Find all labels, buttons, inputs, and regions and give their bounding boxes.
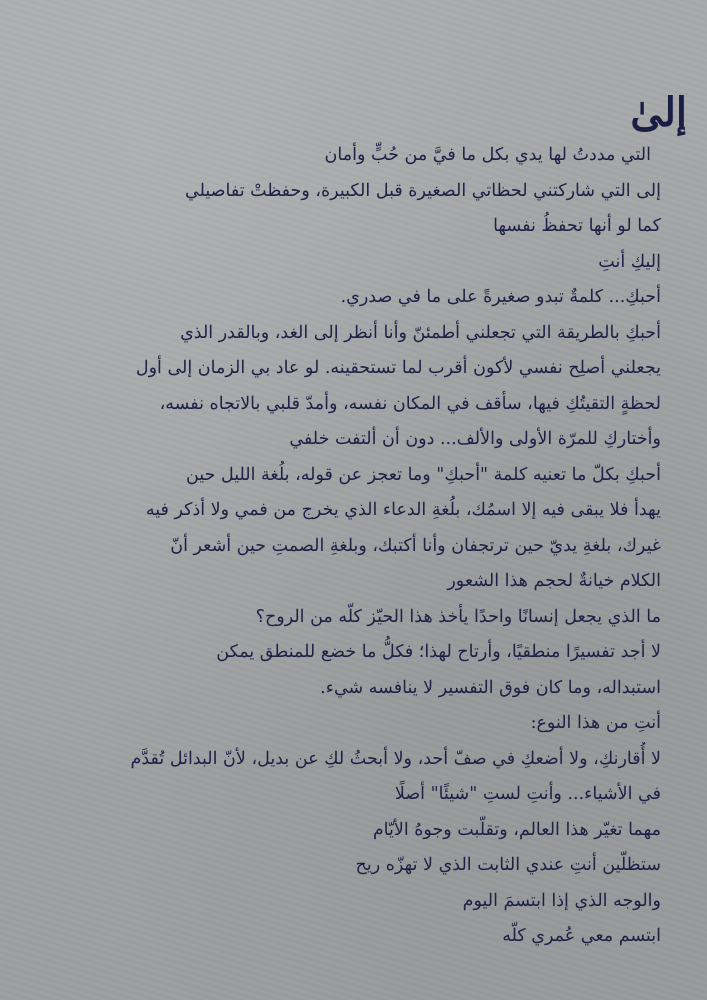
letter-line: التي مددتُ لها يدي بكل ما فيَّ من حُبٍّ وأمان	[324, 145, 651, 165]
letter-line: أنتِ من هذا النوع:	[530, 713, 661, 733]
letter-line: ابتسم معي عُمري كلّه	[502, 926, 661, 946]
letter-line: إلى التي شاركتني لحظاتي الصغيرة قبل الكبيرة، وحفظتْ تفاصيلي	[185, 180, 661, 201]
letter-line: يهدأ فلا يبقى فيه إلا اسمُك، بلُغةِ الدعاء الذي يخرج من فمي ولا أذكر فيه	[145, 500, 661, 520]
letter-line: الكلام خيانةٌ لحجم هذا الشعور	[447, 571, 661, 591]
letter-line: استبداله، وما كان فوق التفسير لا ينافسه شيء.	[320, 677, 661, 698]
letter-line: والوجه الذي إذا ابتسمَ اليوم	[462, 890, 661, 911]
letter-line: أحبكِ بكلّ ما تعنيه كلمة "أحبكِ" وما تعجز عن قوله، بلُغة الليل حين	[185, 464, 661, 485]
letter-body	[40, 138, 661, 955]
letter-line: ستظلّين أنتِ عندي الثابت الذي لا تهزّه ريح	[355, 855, 661, 875]
letter-line: كما لو أنها تحفظُ نفسها	[493, 216, 661, 236]
letter-line: لا أُقارنكِ، ولا أضعكِ في صفّ أحد، ولا أبحثُ لكِ عن بديل، لأنّ البدائل تُقدَّم	[130, 748, 661, 769]
letter-line: ما الذي يجعل إنسانًا واحدًا يأخذ هذا الحيّز كلّه من الروح؟	[255, 606, 661, 627]
letter-line: أحبكِ... كلمةٌ تبدو صغيرةً على ما في صدري.	[340, 287, 661, 307]
letter-line: غيرك، بلغةِ يديّ حين ترتجفان وأنا أكتبك، وبلغةِ الصمتِ حين أشعر أنّ	[170, 535, 661, 556]
letter-heading: إلىٰ	[630, 89, 687, 136]
letter-line: إليكِ أنتِ	[598, 251, 661, 272]
letter-line: لحظةٍ التقيتُكِ فيها، سأقف في المكان نفسه، وأمدّ قلبي بالاتجاه نفسه،	[159, 393, 661, 414]
letter-line: وأختاركِ للمرّة الأولى والألف... دون أن ألتفت خلفي	[289, 429, 661, 449]
letter-line: مهما تغيّر هذا العالم، وتقلّبت وجوهُ الأيّام	[372, 819, 661, 840]
letter-line: يجعلني أصلِح نفسي لأكون أقرب لما تستحقينه. لو عاد بي الزمان إلى أول	[135, 358, 661, 378]
letter-line: أحبكِ بالطريقة التي تجعلني أطمئنّ وأنا أنظر إلى الغد، وبالقدر الذي	[180, 322, 661, 343]
letter-line: لا أجد تفسيرًا منطقيًا، وأرتاح لهذا؛ فكلُّ ما خضع للمنطق يمكن	[216, 642, 661, 662]
letter-line: في الأشياء... وأنتِ لستِ "شيئًا" أصلًا	[394, 784, 661, 804]
